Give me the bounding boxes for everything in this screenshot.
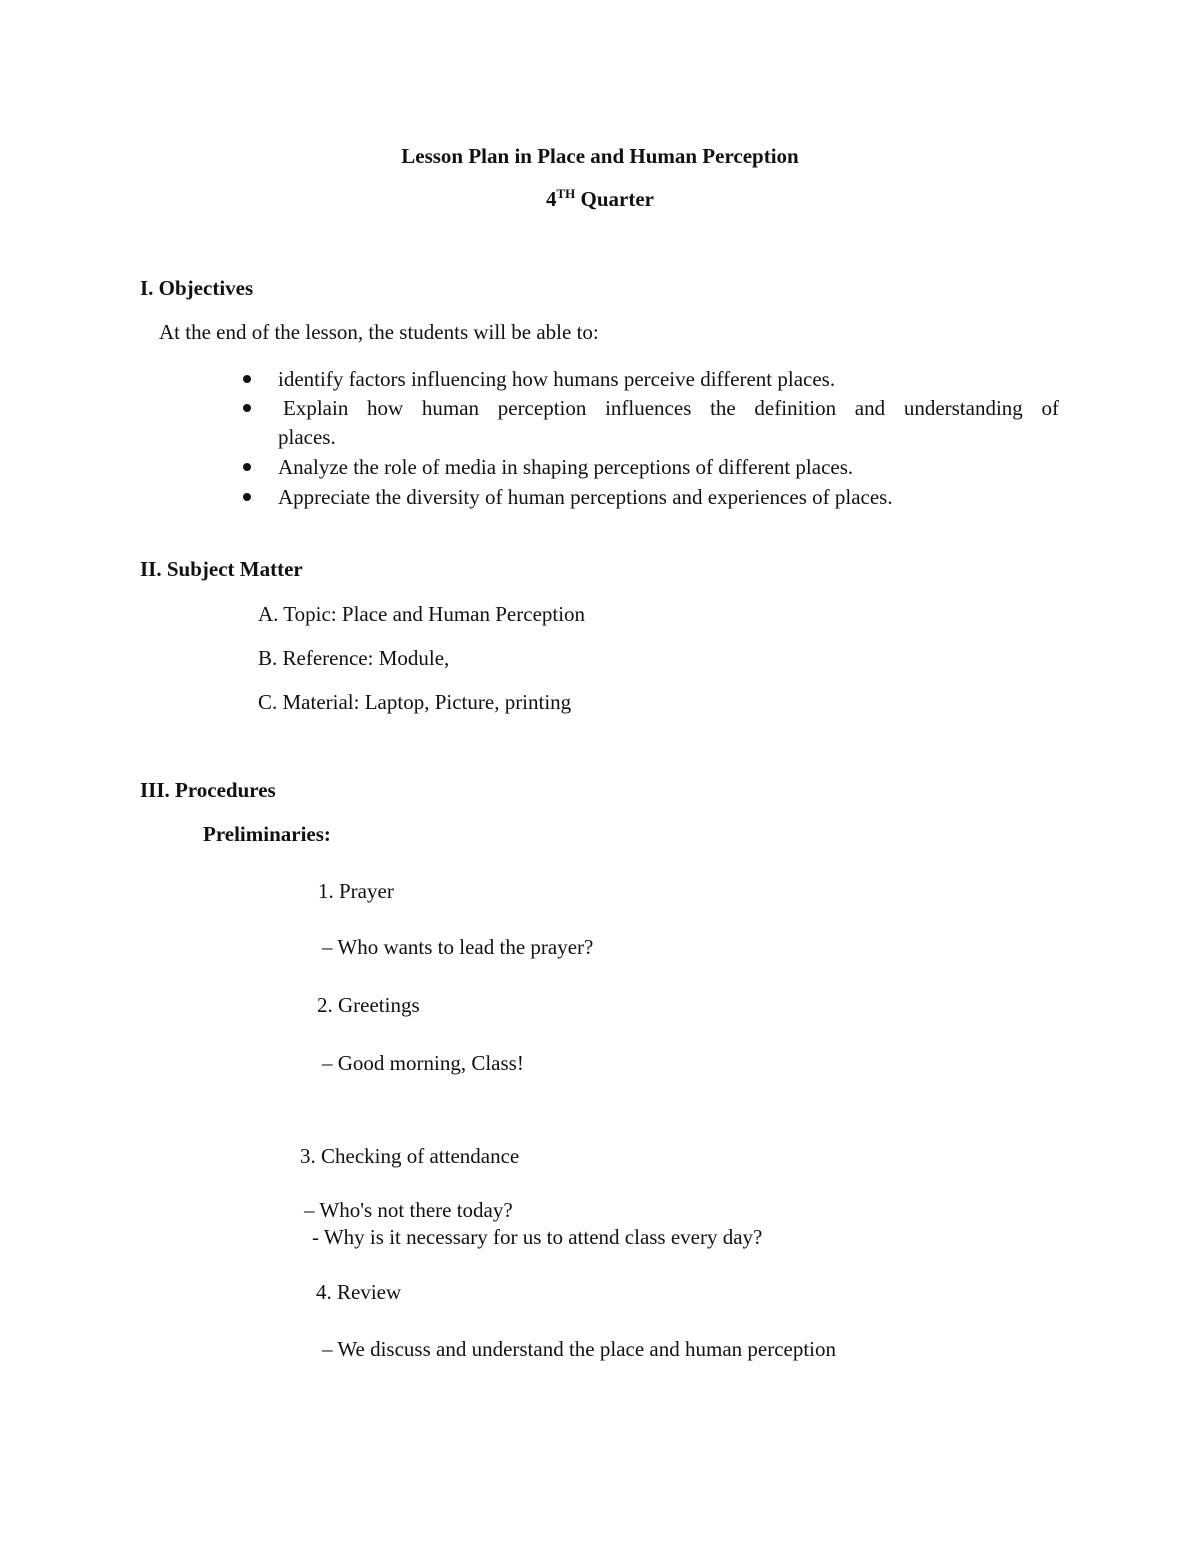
quarter-heading (0, 187, 1200, 212)
objective-text: Appreciate the diversity of human perceptions and experiences of places. (278, 485, 893, 509)
objective-text: Explain how human perception influences the definition and understanding of (283, 396, 1059, 420)
attendance-item: 3. Checking of attendance (300, 1144, 520, 1168)
review-item: 4. Review (316, 1280, 402, 1304)
objectives-heading: I. Objectives (140, 276, 254, 300)
prayer-item: 1. Prayer (318, 879, 394, 903)
subject-material: C. Material: Laptop, Picture, printing (258, 690, 572, 714)
greetings-detail: – Good morning, Class! (322, 1051, 524, 1075)
objective-text-continued: places. (278, 425, 336, 449)
quarter-number: 4 (545, 187, 557, 211)
bullet-icon (243, 404, 251, 412)
quarter-suffix: TH (556, 186, 576, 201)
bullet-icon (243, 463, 251, 471)
document-title: Lesson Plan in Place and Human Perception (401, 144, 799, 168)
attendance-detail-1: – Who's not there today? (304, 1198, 513, 1222)
objective-text: Analyze the role of media in shaping perceptions of different places. (278, 455, 854, 479)
preliminaries-heading: Preliminaries: (203, 822, 331, 846)
subject-topic: A. Topic: Place and Human Perception (258, 602, 586, 626)
procedures-heading: III. Procedures (140, 778, 276, 802)
attendance-detail-2: - Why is it necessary for us to attend class every day? (312, 1225, 763, 1249)
bullet-icon (243, 493, 251, 501)
objective-text: identify factors influencing how humans perceive different places. (278, 367, 836, 391)
review-detail: – We discuss and understand the place and human perception (322, 1337, 837, 1361)
prayer-detail: – Who wants to lead the prayer? (322, 935, 594, 959)
subject-matter-heading: II. Subject Matter (140, 557, 303, 581)
subject-reference: B. Reference: Module, (258, 646, 450, 670)
greetings-item: 2. Greetings (317, 993, 420, 1017)
quarter-label: Quarter (580, 187, 655, 211)
objectives-intro: At the end of the lesson, the students will be able to: (159, 320, 599, 344)
bullet-icon (243, 375, 251, 383)
